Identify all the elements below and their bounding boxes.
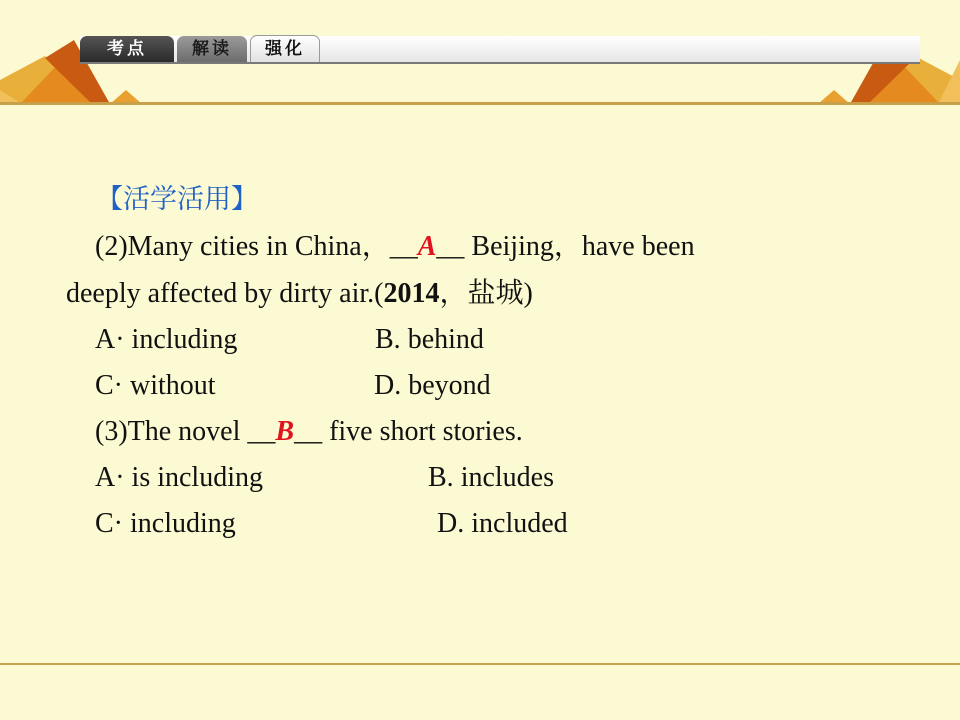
question-3-prefix: (3)The novel __ [95,416,276,447]
question-2-answer: A [417,231,437,262]
question-3-line-1 [95,415,523,449]
q3-option-b-text: includes [460,462,554,493]
question-2-source: ，盐城) [439,278,533,309]
q3-option-d-text: included [471,508,568,539]
q3-option-d-letter: D. [437,508,465,539]
q2-option-c-letter: C· [95,370,123,401]
question-2-line-1 [95,230,695,264]
q3-option-d[interactable] [437,507,568,541]
footer-divider [0,663,960,665]
question-2-line-2 [66,277,533,311]
q2-option-b-letter: B. [375,324,401,355]
tab-qianghua[interactable]: 强化 [250,35,320,62]
q2-option-b[interactable] [375,323,484,357]
q3-option-b-letter: B. [428,462,454,493]
section-heading: 【活学活用】 [96,184,258,215]
q3-option-a-text: is including [131,462,263,493]
q3-option-a-letter: A· [95,462,125,493]
q2-option-d-text: beyond [408,370,491,401]
question-2-year: 2014 [383,278,440,309]
q2-option-a[interactable] [95,323,237,357]
q2-option-d-letter: D. [374,370,402,401]
question-3-suffix: __ five short stories. [294,416,523,447]
q3-option-c-letter: C· [95,508,123,539]
question-2-prefix: (2)Many cities in China，__ [95,231,418,262]
tab-kaodian[interactable]: 考点 [80,36,174,62]
q2-option-b-text: behind [407,324,484,355]
q2-option-a-letter: A· [95,324,125,355]
q3-option-b[interactable] [428,461,554,495]
question-3-answer: B [275,416,295,447]
q3-option-a[interactable] [95,461,263,495]
q2-option-d[interactable] [374,369,491,403]
q3-option-c[interactable] [95,507,236,541]
tab-jiedu[interactable]: 解读 [177,36,247,62]
q2-option-a-text: including [131,324,238,355]
q2-option-c-text: without [130,370,216,401]
q2-option-c[interactable] [95,369,216,403]
question-2-line2-text: deeply affected by dirty air.( [66,278,384,309]
question-2-suffix: __ Beijing，have been [436,231,695,262]
q3-option-c-text: including [130,508,236,539]
